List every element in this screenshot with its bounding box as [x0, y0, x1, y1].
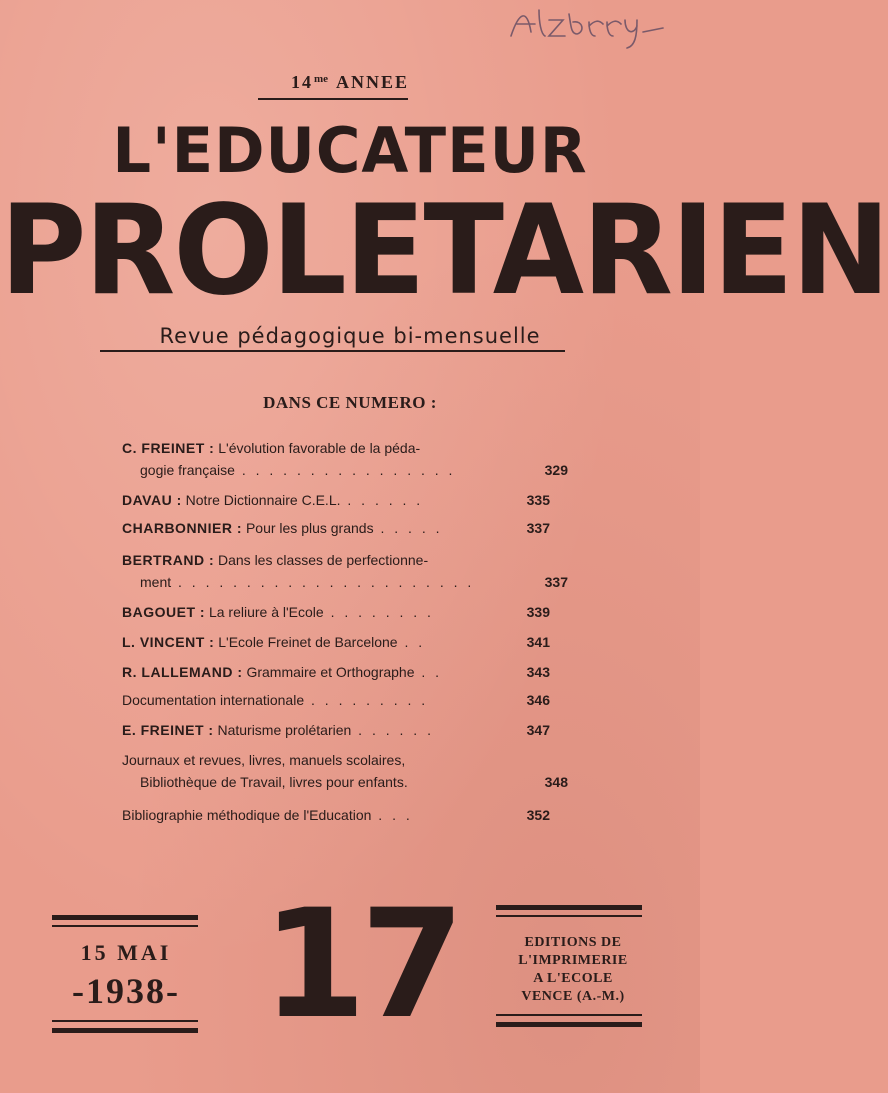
toc-author: CHARBONNIER : [122, 520, 243, 536]
rule-right-top [496, 905, 642, 910]
toc-entry: CHARBONNIER : Pour les plus grands . . . . . 337 [122, 520, 550, 536]
toc-entry [122, 550, 562, 570]
toc-title: Documentation internationale [122, 692, 305, 708]
toc-page: 348 [544, 774, 568, 790]
toc-entry-continuation [122, 772, 580, 792]
toc-title: Journaux et revues, livres, manuels scolaires, [122, 752, 406, 768]
toc-page: 343 [526, 664, 550, 680]
toc-page: 352 [526, 807, 550, 823]
year-ordinal: me [313, 73, 329, 85]
toc-title: Pour les plus grands [245, 520, 374, 536]
toc-entry: L. VINCENT : L'Ecole Freinet de Barcelone . . 341 [122, 634, 550, 650]
toc-title: L'Ecole Freinet de Barcelone [218, 634, 398, 650]
toc-author: R. LALLEMAND : [122, 664, 243, 680]
toc-page: 329 [544, 462, 568, 478]
toc-entry [122, 438, 562, 458]
toc-page: 347 [526, 722, 550, 738]
issue-date: 15 MAI [80, 940, 172, 965]
year-number: 14 [290, 72, 313, 92]
toc-entry: DAVAU : Notre Dictionnaire C.E.L. . . . . . . 335 [122, 492, 550, 508]
publisher-line: A L'ECOLE [533, 971, 613, 986]
rule-right-bottom-thin [496, 1014, 642, 1016]
toc-author: L. VINCENT : [122, 634, 215, 650]
year-word: ANNEE [336, 72, 410, 92]
toc-title: La reliure à l'Ecole [208, 604, 324, 620]
toc-page: 339 [526, 604, 550, 620]
issue-year: -1938- [72, 971, 180, 1011]
issue-number: 17 [262, 878, 459, 1052]
publisher-info [498, 934, 648, 1006]
toc-entry: R. LALLEMAND : Grammaire et Orthographe . . 343 [122, 664, 550, 680]
publisher-line: L'IMPRIMERIE [518, 953, 628, 968]
toc-author: C. FREINET : [122, 440, 215, 456]
rule-left-bottom-thin [52, 1020, 198, 1022]
toc-heading: DANS CE NUMERO : [263, 393, 437, 412]
toc-entry: Documentation internationale . . . . . . . . . 346 [122, 692, 550, 708]
toc-title: Notre Dictionnaire C.E.L. [185, 492, 341, 508]
toc-title: L'évolution favorable de la péda- [218, 440, 421, 456]
toc-page: 335 [526, 492, 550, 508]
toc-page: 341 [526, 634, 550, 650]
rule-left-top-thin [52, 925, 198, 927]
toc-title-continued: gogie française [140, 462, 235, 478]
toc-entry-continuation: ment . . . . . . . . . . . . . . . . . . . . . . 337 [140, 574, 568, 590]
toc-title: Naturisme prolétarien [217, 722, 352, 738]
toc-entry [122, 750, 562, 770]
toc-title-continued: ment [140, 574, 172, 590]
toc-page: 337 [544, 574, 568, 590]
rule-left-bottom [52, 1028, 198, 1033]
toc-entry: BAGOUET : La reliure à l'Ecole . . . . . . . . 339 [122, 604, 550, 620]
toc-title: Dans les classes de perfectionne- [218, 552, 429, 568]
rule-right-bottom [496, 1022, 642, 1027]
subtitle: Revue pédagogique bi-mensuelle [159, 324, 541, 348]
toc-author: BERTRAND : [122, 552, 215, 568]
toc-entry: E. FREINET : Naturisme prolétarien . . . . . . 347 [122, 722, 550, 738]
toc-author: E. FREINET : [122, 722, 214, 738]
toc-page: 337 [526, 520, 550, 536]
toc-title-continued: Bibliothèque de Travail, livres pour enfants. [140, 774, 408, 790]
title-line-1: L'EDUCATEUR [112, 114, 588, 187]
publisher-line: VENCE (A.-M.) [521, 989, 625, 1004]
rule-left-top [52, 915, 198, 920]
rule-right-top-thin [496, 915, 642, 917]
toc-title: Bibliographie méthodique de l'Education [122, 807, 372, 823]
toc-entry-continuation: gogie française . . . . . . . . . . . . . . . . 329 [140, 462, 568, 478]
toc-page: 346 [526, 692, 550, 708]
publisher-line: EDITIONS DE [524, 935, 622, 950]
toc-author: DAVAU : [122, 492, 182, 508]
title-line-2: PROLETARIEN [0, 177, 888, 323]
toc-entry: Bibliographie méthodique de l'Education . . . 352 [122, 807, 550, 823]
toc-author: BAGOUET : [122, 604, 206, 620]
toc-title: Grammaire et Orthographe [246, 664, 415, 680]
